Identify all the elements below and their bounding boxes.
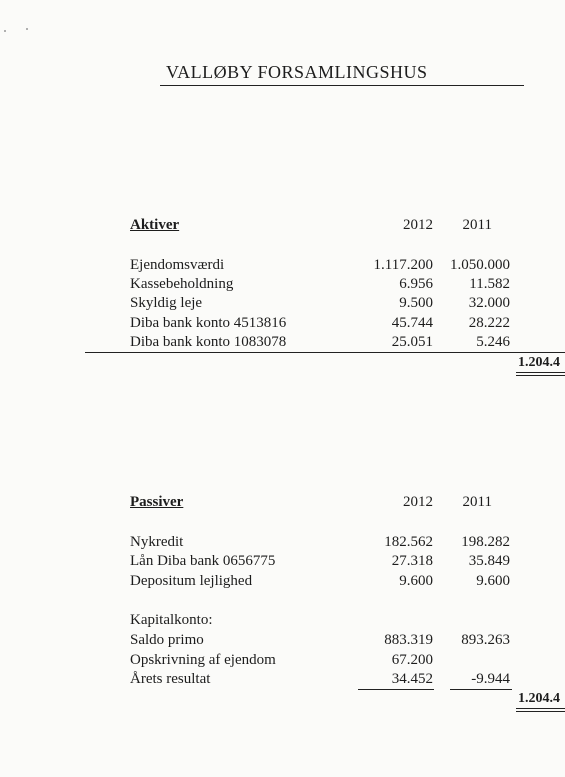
liabilities-sum-rule-2011	[450, 689, 512, 690]
value-2012: 182.562	[384, 534, 433, 550]
value-2012: 27.318	[391, 553, 433, 569]
row-label: Årets resultat	[130, 671, 211, 687]
value-2011: 35.849	[468, 553, 510, 569]
assets-total-double-rule	[516, 372, 565, 376]
value-2012: 883.319	[384, 632, 433, 648]
row-label: Skyldig leje	[130, 295, 203, 311]
assets-year-2012: 2012	[403, 217, 433, 233]
liabilities-total-double-rule	[516, 708, 565, 712]
assets-year-2011: 2011	[462, 217, 492, 233]
value-2011: 893.263	[461, 632, 510, 648]
value-2011: 198.282	[461, 534, 510, 550]
value-2012: 9.500	[399, 295, 433, 311]
value-2011: 9.600	[476, 573, 510, 589]
value-2011: 28.222	[468, 315, 510, 331]
value-2012: 67.200	[391, 652, 433, 668]
liabilities-heading: Passiver	[130, 494, 184, 510]
liabilities-sum-rule-2012	[358, 689, 434, 690]
row-label: Lån Diba bank 0656775	[130, 553, 276, 569]
row-label: Kassebeholdning	[130, 276, 234, 292]
row-label: Ejendomsværdi	[130, 257, 225, 273]
value-2012: 9.600	[399, 573, 433, 589]
assets-sum-rule	[85, 352, 565, 353]
value-2012: 25.051	[391, 334, 433, 350]
value-2011: 5.246	[476, 334, 510, 350]
scan-speck	[4, 30, 6, 32]
value-2012: 1.117.200	[373, 257, 433, 273]
value-2012: 45.744	[391, 315, 433, 331]
value-2012: 6.956	[399, 276, 433, 292]
row-label: Diba bank konto 4513816	[130, 315, 287, 331]
value-2011: 1.050.000	[450, 257, 510, 273]
value-2011: 11.582	[469, 276, 510, 292]
assets-heading: Aktiver	[130, 217, 180, 233]
row-label: Depositum lejlighed	[130, 573, 253, 589]
value-2011: 32.000	[468, 295, 510, 311]
capital-heading: Kapitalkonto:	[130, 612, 213, 628]
document-title: VALLØBY FORSAMLINGSHUS	[160, 62, 524, 86]
scan-speck	[26, 28, 28, 30]
row-label: Nykredit	[130, 534, 184, 550]
liabilities-year-2011: 2011	[462, 494, 492, 510]
value-2011: -9.944	[471, 671, 510, 687]
liabilities-total: 1.204.4	[518, 691, 560, 706]
row-label: Opskrivning af ejendom	[130, 652, 276, 668]
value-2012: 34.452	[391, 671, 433, 687]
row-label: Saldo primo	[130, 632, 204, 648]
assets-total: 1.204.4	[518, 355, 560, 370]
row-label: Diba bank konto 1083078	[130, 334, 287, 350]
liabilities-year-2012: 2012	[403, 494, 433, 510]
